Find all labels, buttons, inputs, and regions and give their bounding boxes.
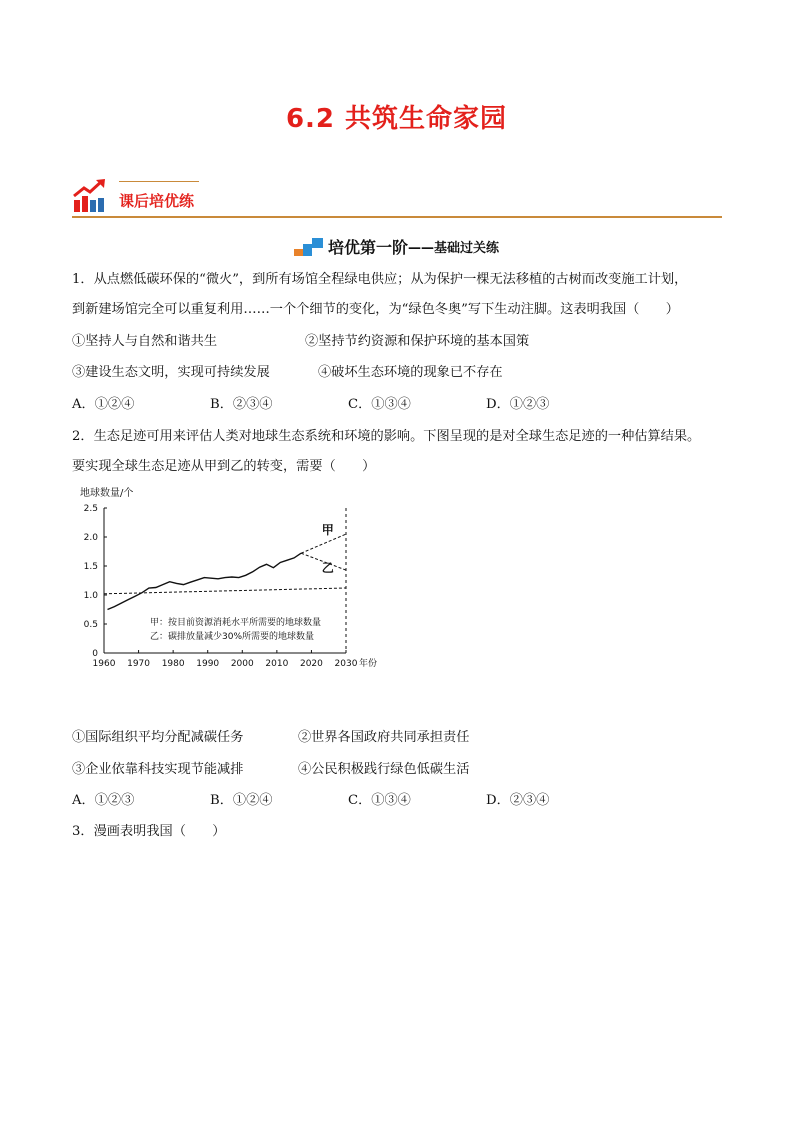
stairs-icon (294, 237, 324, 257)
chart-series-footprint (108, 553, 302, 609)
chart-xtick-label: 1980 (161, 659, 185, 669)
page-title: 6.2 共筑生命家园 (285, 104, 508, 134)
chart-xtick-label: 2000 (230, 659, 254, 669)
q2-option-d[interactable]: D．②③④ (486, 793, 550, 808)
q2-line-2: 要实现全球生态足迹从甲到乙的转变，需要（ ） (72, 459, 376, 474)
section-divider (72, 216, 722, 218)
chart-xtick-label: 1960 (92, 659, 116, 669)
q2-statement-4: ④公民积极践行绿色低碳生活 (298, 762, 470, 777)
chart-xlabel: 年份 (359, 659, 378, 669)
q1-option-a[interactable]: A．①②④ (72, 397, 135, 412)
q2-line-1: 2．生态足迹可用来评估人类对地球生态系统和环境的影响。下图呈现的是对全球生态足迹的一种估算结果。 (72, 429, 701, 444)
q1-statement-4: ④破坏生态环境的现象已不存在 (318, 365, 503, 380)
q2-statement-2: ②世界各国政府共同承担责任 (298, 730, 470, 745)
chart-series-baseline (104, 588, 346, 594)
q1-option-c[interactable]: C．①③④ (348, 397, 411, 412)
ecological-footprint-chart (72, 484, 392, 674)
subheading (0, 235, 793, 258)
chart-legend-jia: 甲：按目前资源消耗水平所需要的地球数量 (150, 618, 322, 628)
chart-ytick-label: 1.0 (83, 591, 98, 601)
q1-line-2: 到新建场馆完全可以重复利用……一个个细节的变化，为“绿色冬奥”写下生动注脚。这表明我国（ ） (72, 302, 679, 317)
q1-line-1: 1．从点燃低碳环保的“微火”，到所有场馆全程绿电供应；从为保护一棵无法移植的古树而改变施工计划， (72, 272, 688, 287)
growth-chart-icon (72, 178, 108, 214)
chart-ytick-label: 0.5 (83, 620, 98, 630)
q2-option-b[interactable]: B．①②④ (210, 793, 273, 808)
q2-option-c[interactable]: C．①③④ (348, 793, 411, 808)
q1-option-b[interactable]: B．②③④ (210, 397, 273, 412)
chart-ytick-label: 0 (92, 649, 98, 659)
chart-ytick-label: 2.0 (83, 533, 98, 543)
q1-option-d[interactable]: D．①②③ (486, 397, 550, 412)
q2-option-a[interactable]: A．①②③ (72, 793, 135, 808)
chart-xtick-label: 1990 (196, 659, 220, 669)
chart-xtick-label: 1970 (127, 659, 151, 669)
chart-ytick-label: 2.5 (83, 504, 98, 514)
chart-ylabel: 地球数量/个 (80, 488, 134, 499)
q1-statement-3: ③建设生态文明，实现可持续发展 (72, 365, 270, 380)
q3-line-1: 3．漫画表明我国（ ） (72, 824, 226, 839)
section-label: 课后培优练 (119, 192, 195, 210)
section-divider-short (119, 181, 199, 182)
chart-annotation-yi: 乙 (321, 560, 334, 575)
chart-legend-yi: 乙：碳排放量减少30%所需要的地球数量 (150, 632, 315, 642)
chart-annotation-jia: 甲 (321, 523, 334, 538)
q1-statement-1: ①坚持人与自然和谐共生 (72, 334, 218, 349)
chart-xtick-label: 2030 (334, 659, 358, 669)
subheading-tail: ——基础过关练 (408, 241, 500, 256)
subheading-main: 培优第一阶 (327, 238, 408, 257)
q2-statement-3: ③企业依靠科技实现节能减排 (72, 762, 244, 777)
chart-xtick-label: 2010 (265, 659, 289, 669)
chart-ytick-label: 1.5 (83, 562, 98, 572)
q1-statement-2: ②坚持节约资源和保护环境的基本国策 (305, 334, 530, 349)
q2-statement-1: ①国际组织平均分配减碳任务 (72, 730, 244, 745)
chart-xtick-label: 2020 (299, 659, 323, 669)
